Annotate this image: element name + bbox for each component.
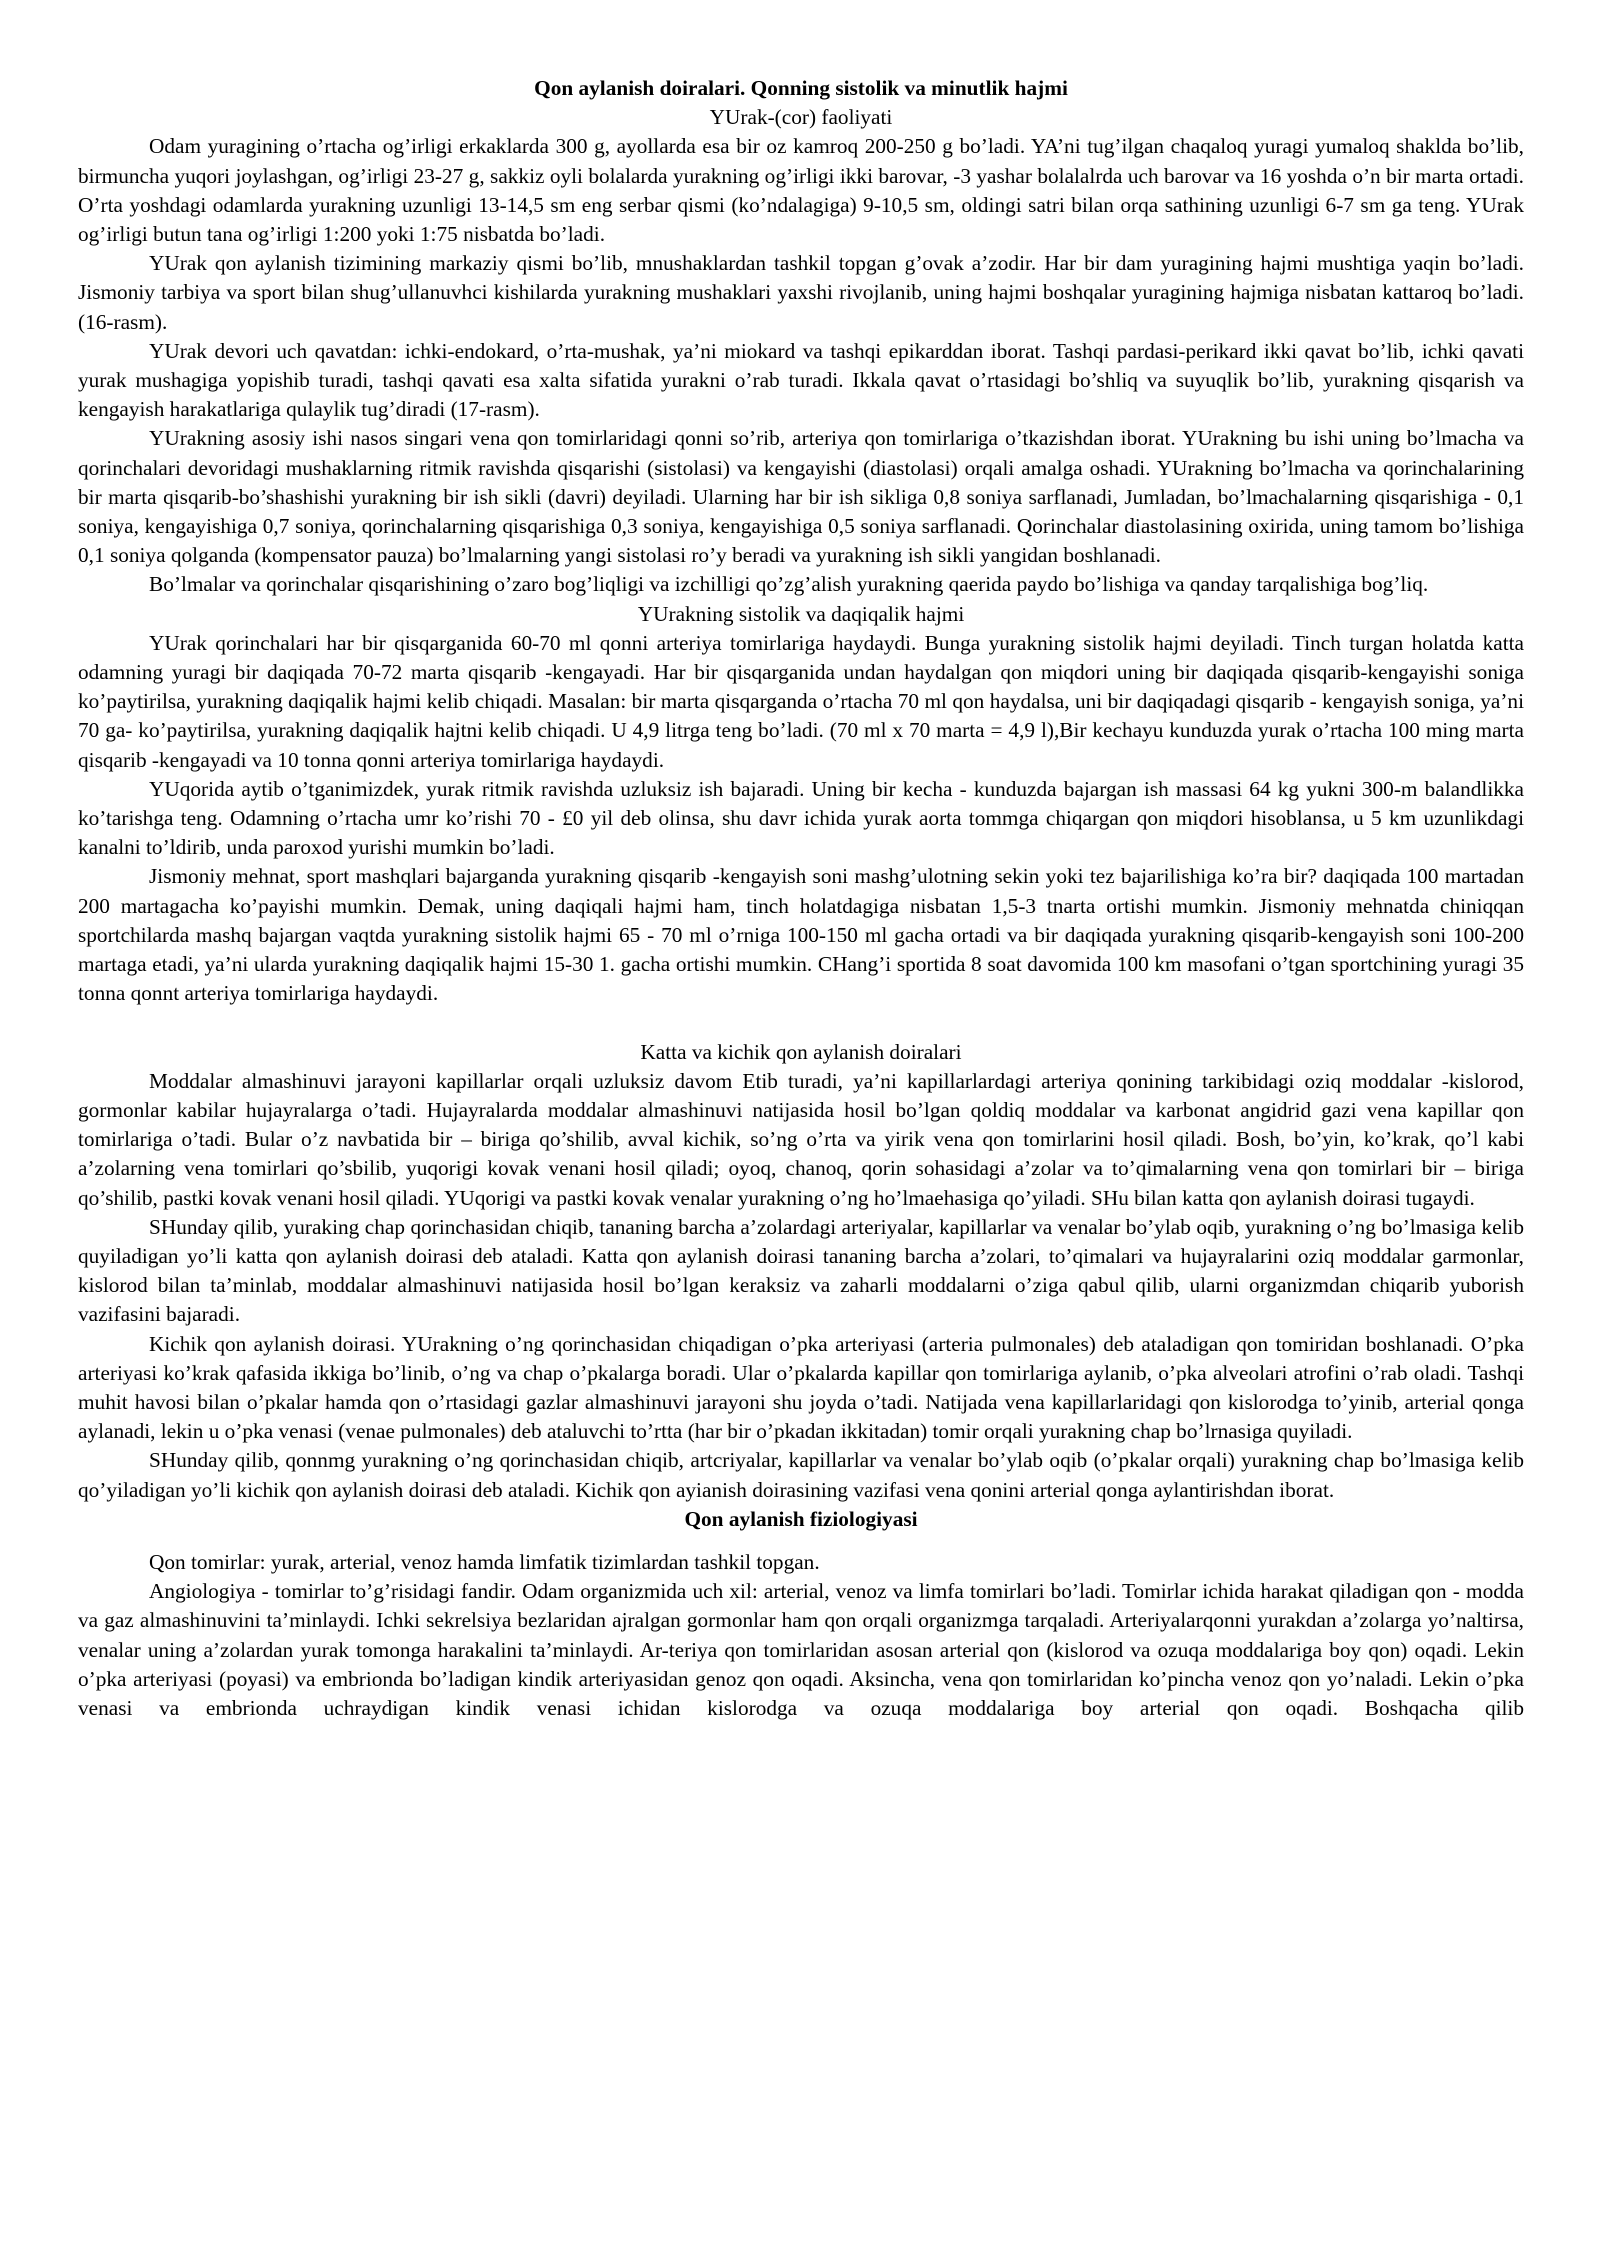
paragraph: YUrak devori uch qavatdan: ichki-endokard, o’rta-mushak, ya’ni miokard va tashqi epikarddan iborat. Tashqi pardasi-perikard ikki qavat bo’lib, ichki qavati yurak mushagiga yopishib turadi, tashqi qavati esa xalta sifatida yurakni o’rab turadi. Ikkala qavat o’rtasidagi bo’shliq va suyuqlik bo’lib, yurakning qisqarish va kengayish harakatlariga qulaylik tug’diradi (17-rasm). (78, 338, 1524, 422)
section-heading-systolic-volume: YUrakning sistolik va daqiqalik hajmi (637, 601, 965, 626)
paragraph: Angiologiya - tomirlar to’g’risidagi fandir. Odam organizmida uch xil: arterial, venoz va limfa tomirlari bo’ladi. Tomirlar ichida harakat qiladigan qon - modda va gaz almashinuvini ta’minlaydi. Ichki sekrelsiya bezlaridan ajralgan gormonlar ham qon orqali organizmga tarqaladi. Arteriyalarqonni yurakdan a’zolarga yo’naltirsa, venalar uning a’zolardan yurak tomonga harakalini ta’minlaydi. Ar-teriya qon tomirlaridan asosan arterial qon (kislorod va ozuqa moddalariga boy qon) oqadi. Lekin o’pka arteriyasi (poyasi) va embrionda bo’ladigan kindik arteriyasidan genoz qon oqadi. Aksincha, vena qon tomirlaridan ko’pincha venoz qon yo’naladi. Lekin o’pka venasi va embrionda uchraydigan kindik venasi ichidan kislorodga va ozuqa moddalariga boy arterial qon oqadi. Boshqacha qilib (78, 1579, 1524, 1720)
paragraph: SHunday qilib, qonnmg yurakning o’ng qorinchasidan chiqib, artcriyalar, kapillarlar va venalar bo’ylab oqib (o’pkalar orqali) yurakning chap bo’lmasiga kelib qo’yiladigan yo’li kichik qon aylanish doirasi deb ataladi. Kichik qon ayianish doirasining vazifasi vena qonini arterial qonga aylantirishdan iborat. (78, 1448, 1524, 1502)
section-heading-physiology: Qon aylanish fiziologiyasi (684, 1506, 918, 1531)
paragraph: YUrak qorinchalari har bir qisqarganida 60-70 ml qonni arteriya tomirlariga haydaydi. Bunga yurakning sistolik hajmi deyiladi. Tinch turgan holatda katta odamning yuragi bir daqiqada 70-72 marta qisqarib -kengayadi. Har bir qisqarganida undan haydalgan qon miqdori uning bir daqiqada qisqarib-kengayishi soniga ko’paytirilsa, yurakning daqiqalik hajmi kelib chiqadi. Masalan: bir marta qisqarganda o’rtacha 70 ml qon haydalsa, uni bir daqiqadagi qisqarib - kengayish soniga, ya’ni 70 ga- ko’paytirilsa, yurakning daqiqalik hajtni kelib chiqadi. U 4,9 litrga teng bo’ladi. (70 ml x 70 marta = 4,9 l),Bir kechayu kunduzda yurak o’rtacha 100 ming marta qisqarib -kengayadi va 10 tonna qonni arteriya tomirlariga haydaydi. (78, 630, 1524, 772)
paragraph: Odam yuragining o’rtacha og’irligi erkaklarda 300 g, ayollarda esa bir oz kamroq 200-250 g bo’ladi. YA’ni tug’ilgan chaqaloq yuragi yumaloq shaklda bo’lib, birmuncha yuqori joylashgan, og’irligi 23-27 g, sakkiz oyli bolalarda yurakning og’irligi ikki barovar, -3 yashar bolalalrda uch barovar va 16 yoshda o’n bir marta ortadi. O’rta yoshdagi odamlarda yurakning uzunligi 13-14,5 sm eng serbar qismi (ko’ndalagiga) 9-10,5 sm, oldingi satri bilan orqa sathining uzunligi 6-7 sm ga teng. YUrak og’irligi butun tana og’irligi 1:200 yoki 1:75 nisbatda bo’ladi. (78, 134, 1524, 247)
paragraph: Bo’lmalar va qorinchalar qisqarishining o’zaro bog’liqligi va izchilligi qo’zg’alish yurakning qaerida paydo bo’lishiga va qanday tarqalishiga bog’liq. (149, 572, 1429, 597)
paragraph: SHunday qilib, yuraking chap qorinchasidan chiqib, tananing barcha a’zolardagi arteriyalar, kapillarlar va venalar bo’ylab oqib, yurakning o’ng bo’lmasiga kelib quyiladigan yo’li katta qon aylanish doirasi deb ataladi. Katta qon aylanish doirasi tananing barcha a’zolari, to’qimalari va hujayralarini oziq moddalar garmonlar, kislorod bilan ta’minlab, moddalar almashinuvi natijasida hosil bo’lgan keraksiz va zaharli moddalarni o’ziga qabul qilib, ularni organizmdan chiqarib yuborish vazifasini bajaradi. (78, 1214, 1524, 1327)
paragraph: YUqorida aytib o’tganimizdek, yurak ritmik ravishda uzluksiz ish bajaradi. Uning bir kecha - kunduzda bajargan ish massasi 64 kg yukni 300-m balandlikka ko’tarishga teng. Odamning o’rtacha umr ko’rishi 70 - £0 yil deb olinsa, shu davr ichida yurak aorta tommga chiqargan qon miqdori hisoblansa, u 5 km uzunlikdagi kanalni to’ldirib, unda paroxod yurishi mumkin bo’ladi. (78, 776, 1524, 860)
paragraph: YUrak qon aylanish tizimining markaziy qismi bo’lib, mnushaklardan tashkil topgan g’ovak a’zodir. Har bir dam yuragining hajmi mushtiga yaqin bo’ladi. Jismoniy tarbiya va sport bilan shug’ullanuvhci kishilarda yurakning mushaklari yaxshi rivojlanib, uning hajmi boshqalar yuragining hajmiga nisbatan kattaroq bo’ladi. (16-rasm). (78, 251, 1524, 334)
paragraph: Jismoniy mehnat, sport mashqlari bajarganda yurakning qisqarib -kengayish soni mashg’ulotning sekin yoki tez bajarilishiga ko’ra bir? daqiqada 100 martadan 200 martagacha ko’payishi mumkin. Demak, uning daqiqali hajmi ham, tinch holatdagiga nisbatan 1,5-3 tnarta ortishi mumkin. Jismoniy mehnatda chiniqqan sportchilarda mashq bajargan vaqtda yurakning sistolik hajmi 65 - 70 ml o’rniga 100-150 ml gacha ortadi va bir daqiqada yurakning qisqarib-kengayish soni 100-200 martaga etadi, ya’ni ularda yurakning daqiqalik hajmi 15-30 1. gacha ortishi mumkin. CHang’i sportida 8 soat davomida 100 km masofani o’tgan sportchining yuragi 35 tonna qonnt arteriya tomirlariga haydaydi. (78, 864, 1524, 1006)
paragraph: Qon tomirlar: yurak, arterial, venoz hamda limfatik tizimlardan tashkil topgan. (149, 1549, 820, 1574)
section-heading-circulation-circles: Katta va kichik qon aylanish doiralari (640, 1039, 962, 1064)
paragraph: Moddalar almashinuvi jarayoni kapillarlar orqali uzluksiz davom Etib turadi, ya’ni kapillarlardagi arteriya qonining tarkibidagi oziq moddalar -kislorod, gormonlar kabilar hujayralarga o’tadi. Hujayralarda moddalar almashinuvi natijasida hosil bo’lgan qoldiq moddalar va karbonat angidrid gazi vena kapillar qon tomirlariga o’tadi. Bular o’z navbatida bir – biriga qo’shilib, avval kichik, so’ng o’rta va yirik vena qon tomirlarini hosil qiladi. Bosh, bo’yin, ko’krak, qo’l kabi a’zolarning vena tomirlari qo’sbilib, yuqorigi kovak venani hosil qiladi; oyoq, chanoq, qorin sohasidagi a’zolar va to’qimalarning vena qon tomirlari bir – biriga qo’shilib, pastki kovak venani hosil qiladi. YUqorigi va pastki kovak venalar yurakning o’ng ho’lmaehasiga qo’yiladi. SHu bilan katta qon aylanish doirasi tugaydi. (78, 1068, 1524, 1210)
blank-line (78, 1534, 1524, 1548)
document-title: Qon aylanish doiralari. Qonning sistolik va minutlik hajmi (534, 76, 1068, 100)
paragraph: Kichik qon aylanish doirasi. YUrakning o’ng qorinchasidan chiqadigan o’pka arteriyasi (arteria pulmonales) deb ataladigan qon tomiridan boshlanadi. O’pka arteriyasi ko’krak qafasida ikkiga bo’linib, o’ng va chap o’pkalarga boradi. Ular o’pkalarda kapillar qon tomirlariga aylanib, o’pka alveolari atrofini o’rab oladi. Tashqi muhit havosi bilan o’pkalar hamda qon o’rtasidagi gazlar almashinuvi jarayoni shu joyda o’tadi. Natijada vena kapillarlaridagi qon kislorodga to’yinib, arterial qonga aylanadi, lekin u o’pka venasi (venae pulmonales) deb ataluvchi to’rtta (har bir o’pkadan ikkitadan) tomir orqali yurakning chap bo’lrnasiga quyiladi. (78, 1331, 1524, 1444)
blank-line (78, 1009, 1524, 1038)
paragraph: YUrakning asosiy ishi nasos singari vena qon tomirlaridagi qonni so’rib, arteriya qon tomirlariga o’tkazishdan iborat. YUrakning bu ishi uning bo’lmacha va qorinchalari devoridagi mushaklarning ritmik ravishda qisqarishi (sistolasi) va kengayishi (diastolasi) orqali amalga oshadi. YUrakning bo’lmacha va qorinchalarining bir marta qisqarib-bo’shashishi yurakning bir ish sikli (davri) deyiladi. Ularning har bir ish sikliga 0,8 soniya sarflanadi, Jumladan, bo’lmachalarning qisqarishiga - 0,1 soniya, kengayishiga 0,7 soniya, qorinchalarning qisqarishiga 0,3 soniya, kengayishiga 0,5 soniya sarflanadi. Qorinchalar diastolasining oxirida, uning tamom bo’lishiga 0,1 soniya qolganda (kompensator pauza) bo’lmalarning yangi sistolasi ro’y beradi va yurakning ish sikli yangidan boshlanadi. (78, 426, 1524, 568)
document-page (78, 74, 1524, 1723)
section-heading-heart-activity: YUrak-(cor) faoliyati (709, 105, 893, 130)
